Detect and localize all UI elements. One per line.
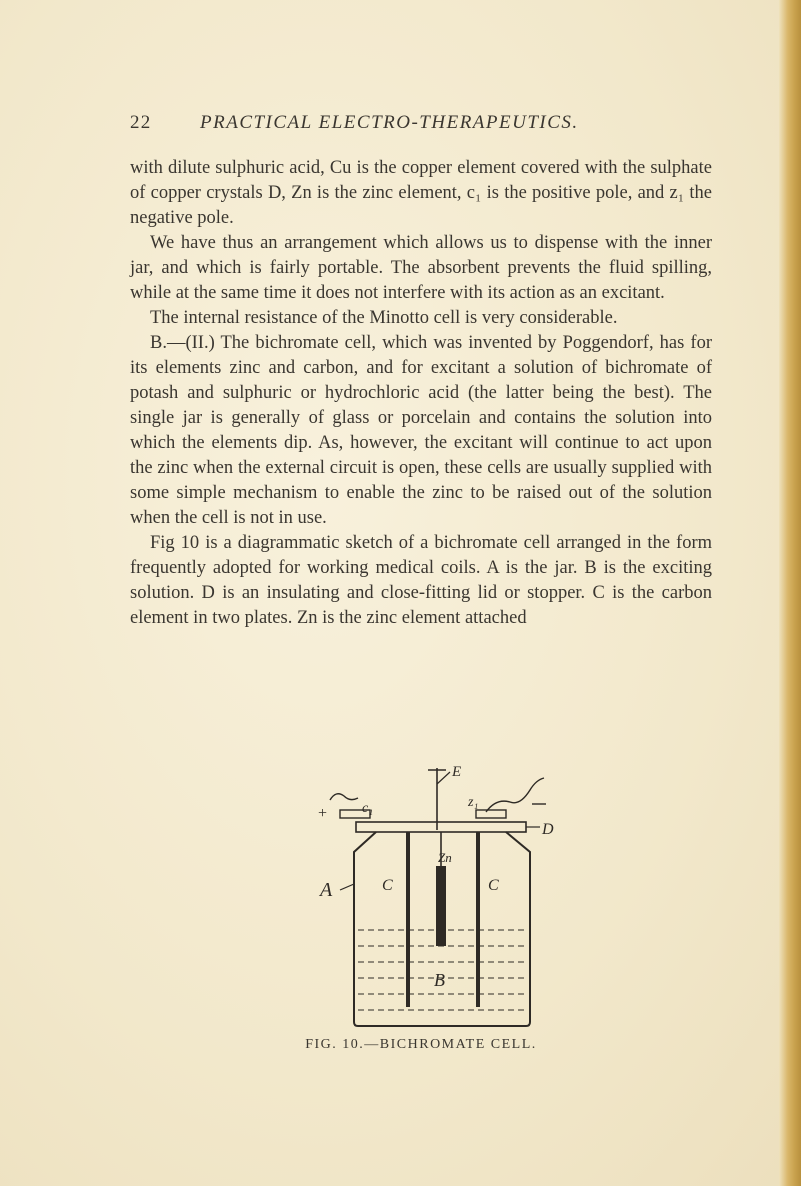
paragraph: Fig 10 is a diagrammatic sketch of a bichromate cell arranged in the form frequently adopted for working medical coils. A is the jar. B is the exciting solution. D is an insulating and close-fitting lid or stopper. C is the carbon element in two plates. Zn is the zinc element attached: [130, 533, 712, 628]
carbon-plate-left: [406, 832, 410, 1007]
paragraph: We have thus an arrangement which allows us to dispense with the inner jar, and which is fairly portable. The absorbent prevents the fluid spilling, while at the same time it does not interfere with its action as an excitant.: [130, 233, 712, 303]
body-text: [130, 156, 712, 631]
label-c1: c₁: [362, 801, 374, 816]
rod-e-arm: [437, 772, 450, 784]
label-c-right: C: [488, 877, 499, 894]
running-title: PRACTICAL ELECTRO-THERAPEUTICS.: [200, 112, 579, 133]
running-head: [130, 112, 730, 138]
zinc-element: [436, 866, 446, 946]
figure-caption: [130, 1037, 712, 1053]
label-a: A: [320, 879, 333, 901]
label-e: E: [452, 764, 462, 780]
paragraph: The internal resistance of the Minotto cell is very considerable.: [150, 308, 618, 328]
page-edge: [779, 0, 801, 1186]
carbon-plate-right: [476, 832, 480, 1007]
bichromate-cell-diagram: [300, 760, 600, 1035]
label-b: B: [434, 970, 445, 990]
lid-d: [356, 822, 526, 832]
bichromate-cell-figure: [300, 760, 600, 1035]
label-z1: z₁: [468, 795, 479, 810]
label-zn: Zn: [438, 850, 452, 865]
wire-left: [330, 794, 358, 800]
jar-a-pointer: [340, 884, 354, 890]
label-d: D: [542, 821, 554, 838]
wire-right: [486, 778, 544, 812]
caption-text: FIG. 10.—BICHROMATE CELL.: [305, 1037, 537, 1052]
binding-post-right: [476, 810, 506, 818]
paragraph: B.—(II.) The bichromate cell, which was invented by Poggendorf, has for its elements zinc and carbon, and for excitant a solution of bichromate of potash and sulphuric or hydrochloric acid (the latter being the best). The single jar is generally of glass or porcelain and contains the solution into which the elements dip. As, however, the excitant will continue to act upon the zinc when the external circuit is open, these cells are usually supplied with some simple mechanism to enable the zinc to be raised out of the solution when the cell is not in use.: [130, 333, 712, 528]
page-number: 22: [130, 112, 152, 133]
label-c-left: C: [382, 877, 393, 894]
plus-sign: +: [318, 805, 328, 822]
paragraph: with dilute sulphuric acid, Cu is the copper element covered with the sulphate of copper crystals D, Zn is the zinc element, c₁ is the positive pole, and z₁ the negative pole.: [130, 158, 712, 228]
